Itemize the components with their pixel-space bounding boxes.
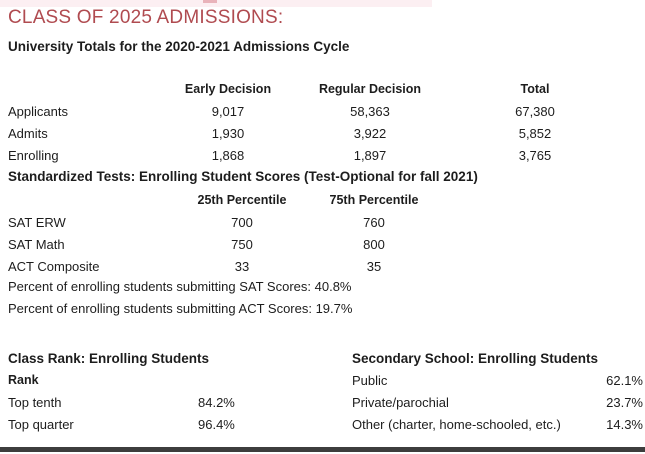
table-row-other	[352, 413, 643, 435]
top-pink-dash	[203, 0, 217, 3]
university-totals-heading: University Totals for the 2020-2021 Admissions Cycle	[8, 39, 350, 54]
standardized-tests-header-row	[8, 189, 429, 211]
table-row-act-composite	[8, 255, 429, 277]
class-rank-heading: Class Rank: Enrolling Students	[8, 350, 210, 366]
row-label: Other (charter, home-schooled, etc.)	[352, 416, 561, 432]
cell-percent: 96.4%	[198, 416, 235, 432]
row-label: SAT Math	[8, 236, 65, 252]
secondary-school-section	[352, 347, 643, 435]
cell-25th: 33	[234, 258, 250, 274]
cell-early: 1,930	[211, 125, 245, 141]
cell-regular: 58,363	[350, 103, 390, 119]
row-label: Applicants	[8, 103, 68, 119]
row-label: Admits	[8, 125, 48, 141]
cell-percent: 14.3%	[606, 416, 643, 432]
column-header-75th-percentile: 75th Percentile	[329, 193, 419, 207]
cell-percent: 62.1%	[606, 372, 643, 388]
table-row-applicants	[8, 100, 621, 122]
row-label: ACT Composite	[8, 258, 100, 274]
cell-75th: 800	[363, 236, 385, 252]
table-row-public	[352, 369, 643, 391]
row-label: Public	[352, 372, 388, 388]
cell-early: 9,017	[211, 103, 245, 119]
cell-75th: 35	[366, 258, 382, 274]
column-header-regular-decision: Regular Decision	[318, 82, 422, 96]
page-title: CLASS OF 2025 ADMISSIONS:	[8, 7, 284, 28]
cell-25th: 750	[231, 236, 253, 252]
cell-percent: 84.2%	[198, 394, 235, 410]
cell-total: 3,765	[518, 147, 552, 163]
standardized-tests-heading: Standardized Tests: Enrolling Student Scores (Test-Optional for fall 2021)	[8, 169, 478, 184]
cell-75th: 760	[363, 214, 385, 230]
cell-early: 1,868	[211, 147, 245, 163]
sat-submission-note: Percent of enrolling students submitting SAT Scores: 40.8%	[8, 279, 352, 294]
cell-regular: 1,897	[353, 147, 387, 163]
column-header-total: Total	[520, 82, 550, 96]
cell-regular: 3,922	[353, 125, 387, 141]
column-header-early-decision: Early Decision	[184, 82, 272, 96]
class-rank-subheading: Rank	[8, 373, 39, 387]
cell-25th: 700	[231, 214, 253, 230]
row-label: Top quarter	[8, 416, 74, 432]
cell-total: 5,852	[518, 125, 552, 141]
standardized-tests-table	[8, 189, 429, 277]
row-label: Enrolling	[8, 147, 59, 163]
table-row-private-parochial	[352, 391, 643, 413]
row-label: Private/parochial	[352, 394, 449, 410]
table-row-admits	[8, 122, 621, 144]
row-label: SAT ERW	[8, 214, 66, 230]
class-rank-subheading-row	[8, 369, 328, 391]
row-label: Top tenth	[8, 394, 62, 410]
class-rank-section	[8, 347, 328, 435]
table-row-sat-erw	[8, 211, 429, 233]
table-row-sat-math	[8, 233, 429, 255]
secondary-school-heading: Secondary School: Enrolling Students	[352, 350, 599, 366]
university-totals-header-row	[8, 78, 621, 100]
table-row-top-quarter	[8, 413, 328, 435]
university-totals-table	[8, 78, 621, 166]
cell-percent: 23.7%	[606, 394, 643, 410]
column-header-25th-percentile: 25th Percentile	[197, 193, 287, 207]
table-row-enrolling	[8, 144, 621, 166]
bottom-divider-bar	[0, 447, 645, 452]
cell-total: 67,380	[515, 103, 555, 119]
table-row-top-tenth	[8, 391, 328, 413]
act-submission-note: Percent of enrolling students submitting ACT Scores: 19.7%	[8, 301, 353, 316]
